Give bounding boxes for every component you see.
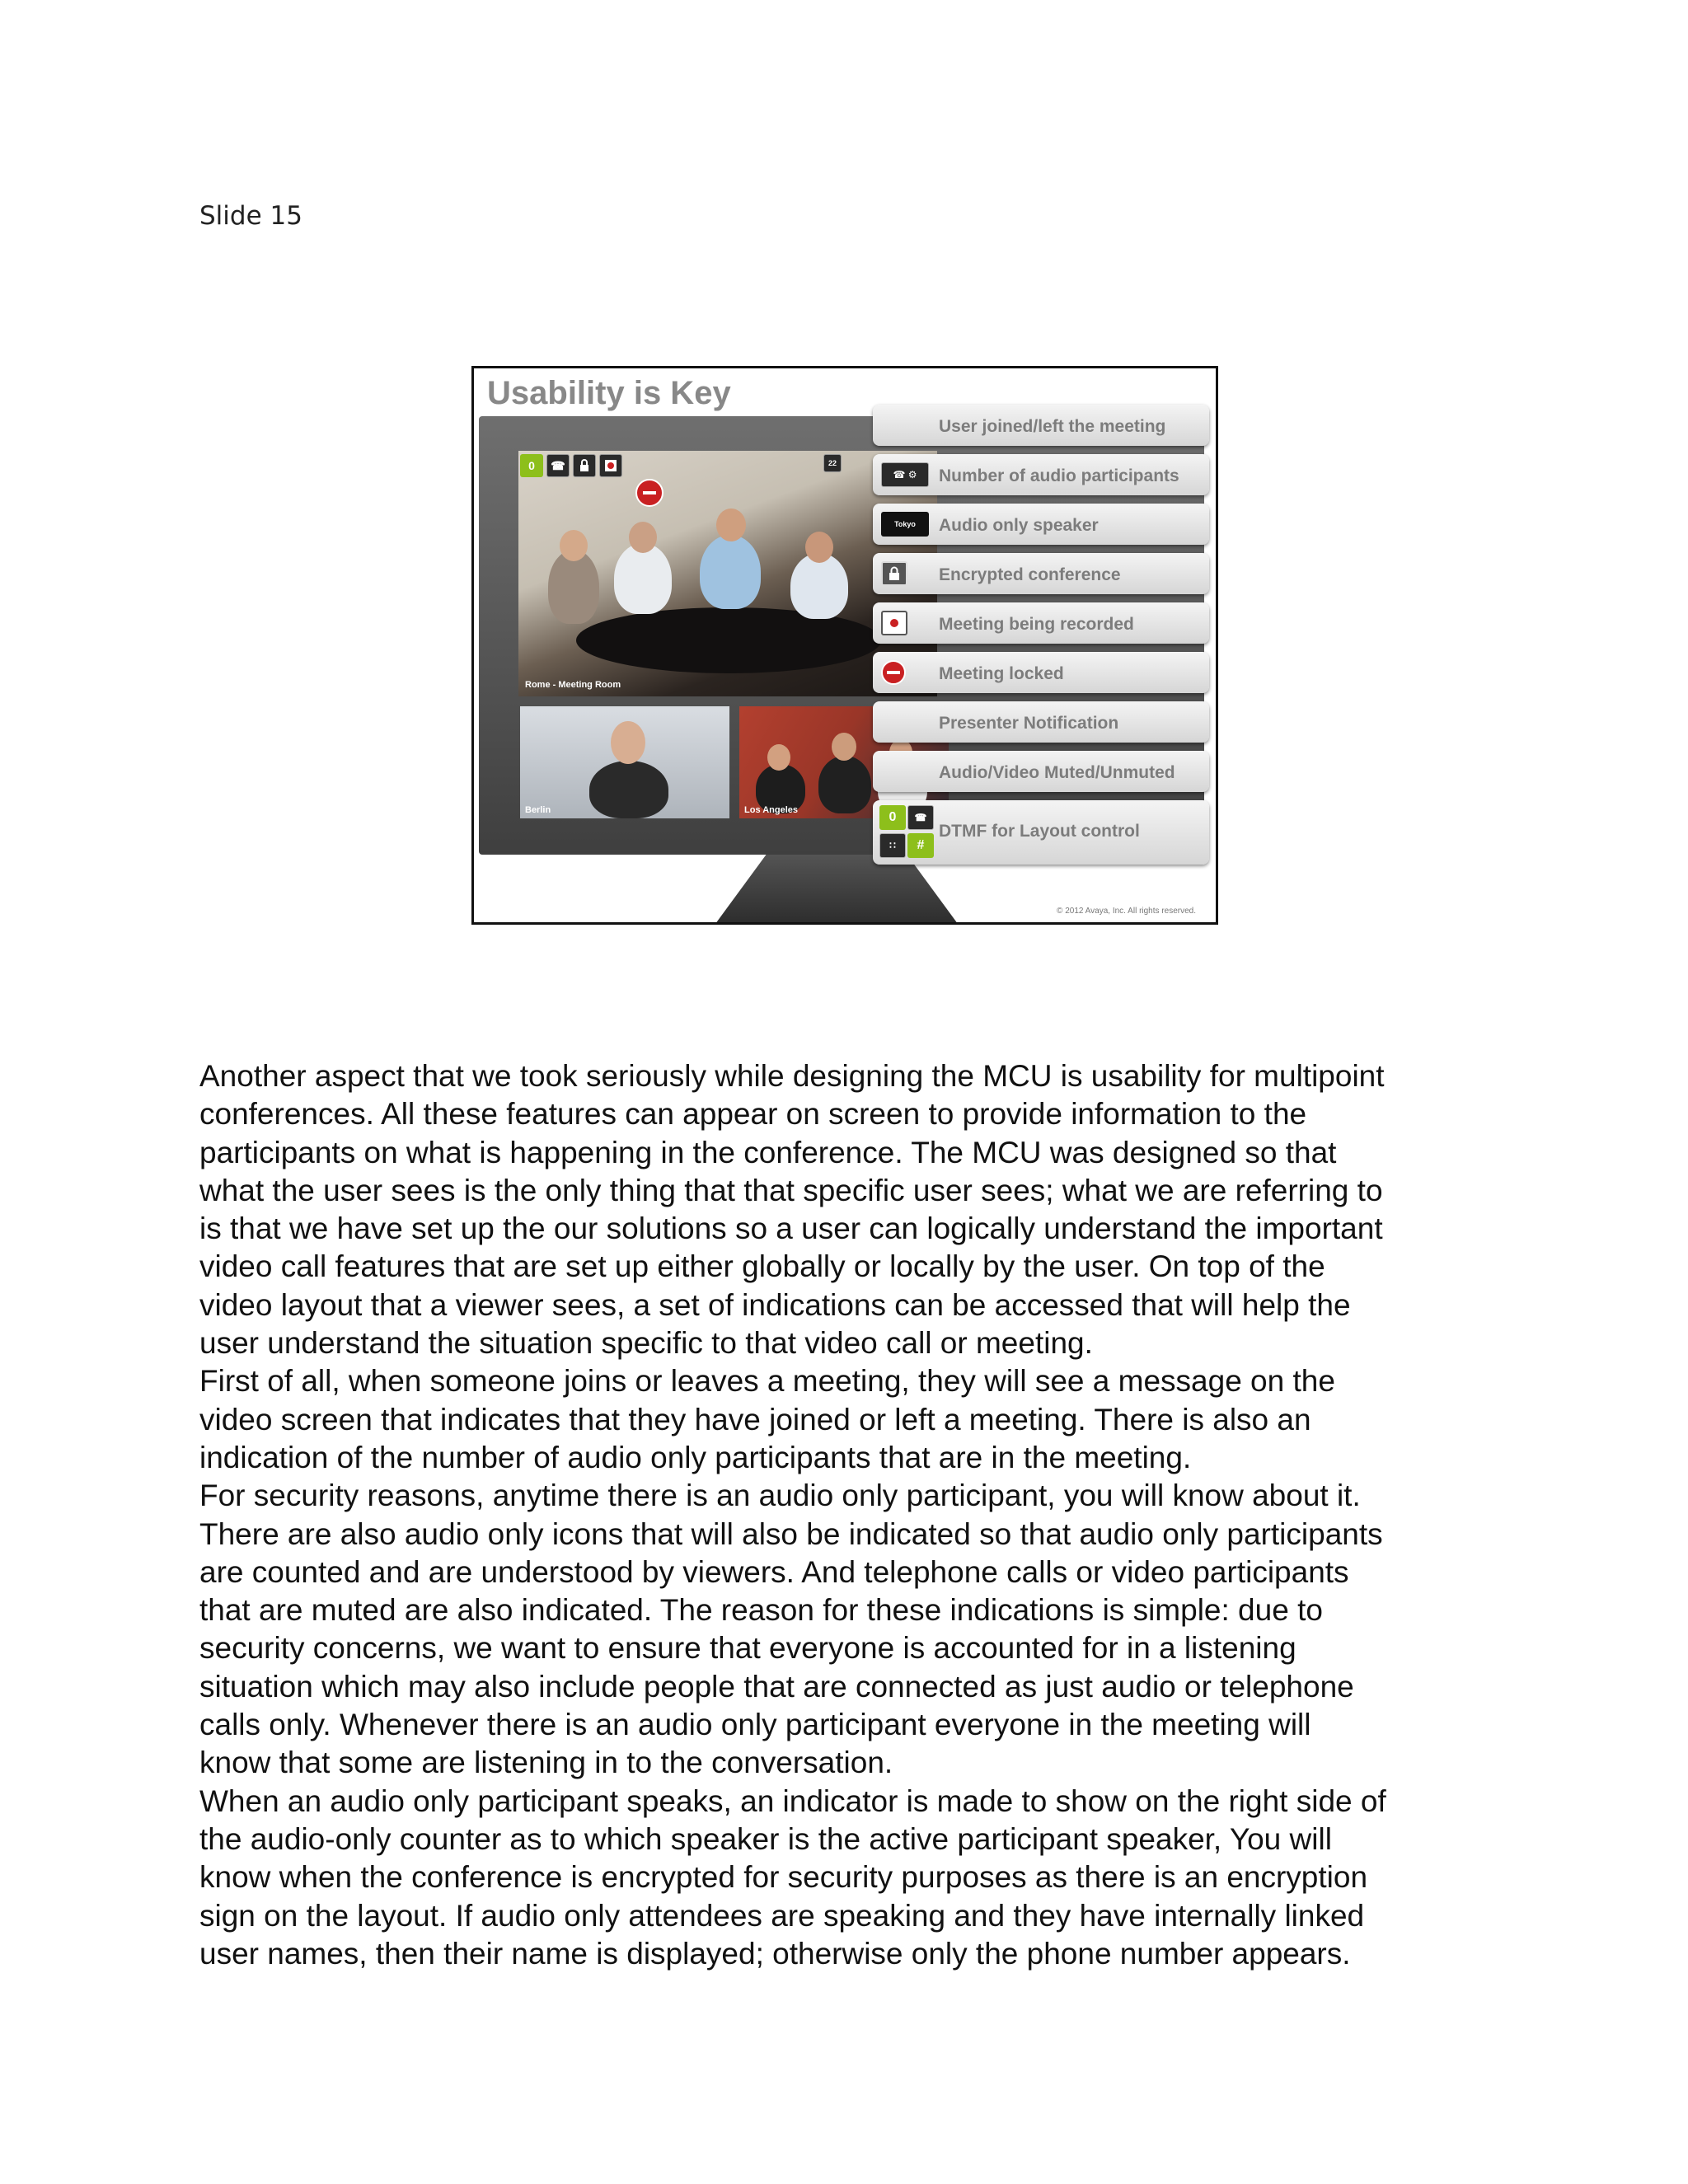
main-video-label: Rome - Meeting Room bbox=[525, 680, 621, 690]
participant-head bbox=[805, 532, 833, 563]
legend-item-audio-speaker bbox=[873, 504, 1209, 545]
body-line: calls only. Whenever there is an audio only participant everyone in the meeting will bbox=[199, 1708, 1311, 1742]
lock-icon bbox=[881, 561, 907, 586]
body-line: video layout that a viewer sees, a set of indications can be accessed that will help the bbox=[199, 1287, 1351, 1322]
legend-item-dtmf bbox=[873, 800, 1209, 865]
body-line: that are muted are also indicated. The reason for these indications is simple: due to bbox=[199, 1593, 1323, 1628]
thumbnail-label-berlin: Berlin bbox=[525, 805, 551, 815]
body-text bbox=[199, 1057, 1502, 1973]
body-line: video screen that indicates that they have joined or left a meeting. There is also an bbox=[199, 1402, 1311, 1436]
body-line: sign on the layout. If audio only attendees are speaking and they have internally linked bbox=[199, 1898, 1365, 1933]
legend-label: Number of audio participants bbox=[939, 466, 1179, 485]
meeting-table bbox=[576, 607, 881, 673]
body-line: know when the conference is encrypted for security purposes as there is an encryption bbox=[199, 1860, 1368, 1895]
legend-item-recorded bbox=[873, 602, 1209, 644]
dtmf-key-zero: 0 bbox=[879, 805, 906, 830]
legend-item-muted bbox=[873, 751, 1209, 792]
body-line: indication of the number of audio only participants that are in the meeting. bbox=[199, 1440, 1192, 1474]
legend-label: Presenter Notification bbox=[939, 714, 1119, 733]
legend-label: Audio only speaker bbox=[939, 516, 1099, 535]
participant-head bbox=[832, 733, 856, 761]
copyright-notice: © 2012 Avaya, Inc. All rights reserved. bbox=[1057, 907, 1196, 916]
thumbnail-label-los-angeles: Los Angeles bbox=[744, 805, 798, 815]
record-icon bbox=[881, 611, 907, 635]
keypad-icon: ∷ bbox=[879, 833, 906, 858]
lock-icon bbox=[573, 454, 596, 477]
dtmf-key-hash: # bbox=[907, 833, 934, 858]
slide-number-label: Slide 15 bbox=[199, 201, 302, 231]
body-line: what the user sees is the only thing that that specific user sees; what we are referring to bbox=[199, 1173, 1383, 1207]
audio-participants-icon: ☎ ⚙ bbox=[881, 462, 929, 487]
legend-item-locked bbox=[873, 652, 1209, 693]
audio-participants-icon: ☎ bbox=[907, 805, 934, 830]
legend-label: Audio/Video Muted/Unmuted bbox=[939, 763, 1175, 782]
body-line: participants on what is happening in the conference. The MCU was designed so that bbox=[199, 1135, 1337, 1169]
body-line: conferences. All these features can appear on screen to provide information to the bbox=[199, 1097, 1307, 1132]
legend-label: User joined/left the meeting bbox=[939, 417, 1166, 436]
participant-figure bbox=[589, 761, 668, 818]
body-line: Another aspect that we took seriously while designing the MCU is usability for multipoint bbox=[199, 1059, 1385, 1093]
legend-item-encrypted bbox=[873, 553, 1209, 594]
body-line: There are also audio only icons that will also be indicated so that audio only participants bbox=[199, 1516, 1383, 1551]
legend-label: DTMF for Layout control bbox=[939, 822, 1140, 841]
body-line: security concerns, we want to ensure that everyone is accounted for in a listening bbox=[199, 1631, 1296, 1666]
main-video-status-bar bbox=[520, 454, 622, 477]
body-line: situation which may also include people that are connected as just audio or telephone bbox=[199, 1669, 1354, 1704]
participant-count-badge: 22 bbox=[823, 454, 842, 472]
slide-title: Usability is Key bbox=[487, 375, 731, 411]
participant-head bbox=[629, 522, 657, 553]
legend-label: Meeting locked bbox=[939, 664, 1064, 683]
no-entry-icon bbox=[881, 660, 906, 685]
body-line: the audio-only counter as to which speaker is the active participant speaker, You will bbox=[199, 1821, 1332, 1856]
no-entry-icon bbox=[635, 479, 663, 507]
audio-participants-icon: ☎ bbox=[546, 454, 570, 477]
body-line: When an audio only participant speaks, an indicator is made to show on the right side of bbox=[199, 1783, 1386, 1818]
participant-head bbox=[716, 509, 746, 541]
thumbnail-video-berlin bbox=[520, 706, 729, 818]
body-line: video call features that are set up either globally or locally by the user. On top of the bbox=[199, 1249, 1325, 1284]
participant-figure bbox=[818, 756, 871, 813]
body-line: is that we have set up the our solutions so a user can logically understand the important bbox=[199, 1212, 1383, 1246]
body-line: First of all, when someone joins or leaves a meeting, they will see a message on the bbox=[199, 1364, 1335, 1399]
speaker-tag: Tokyo bbox=[881, 512, 929, 537]
legend-item-user-joined bbox=[873, 405, 1209, 446]
participant-figure bbox=[614, 543, 672, 614]
body-line: user understand the situation specific to that video call or meeting. bbox=[199, 1326, 1093, 1361]
participant-head bbox=[611, 721, 645, 764]
record-icon bbox=[599, 454, 622, 477]
participant-figure bbox=[790, 553, 848, 619]
participant-head bbox=[560, 530, 588, 561]
participant-figure bbox=[700, 535, 761, 609]
participant-head bbox=[767, 744, 790, 771]
legend-item-audio-participants bbox=[873, 454, 1209, 495]
body-line: know that some are listening in to the conversation. bbox=[199, 1746, 893, 1780]
legend-item-presenter bbox=[873, 701, 1209, 743]
body-line: user names, then their name is displayed; otherwise only the phone number appears. bbox=[199, 1936, 1351, 1971]
legend-label: Encrypted conference bbox=[939, 565, 1121, 584]
dtmf-grid bbox=[879, 805, 937, 860]
legend-label: Meeting being recorded bbox=[939, 615, 1134, 634]
audio-count-badge: 0 bbox=[520, 454, 543, 477]
body-line: are counted and are understood by viewers. And telephone calls or video participants bbox=[199, 1554, 1349, 1589]
slide-image bbox=[471, 366, 1218, 925]
body-line: For security reasons, anytime there is an audio only participant, you will know about it. bbox=[199, 1479, 1361, 1513]
